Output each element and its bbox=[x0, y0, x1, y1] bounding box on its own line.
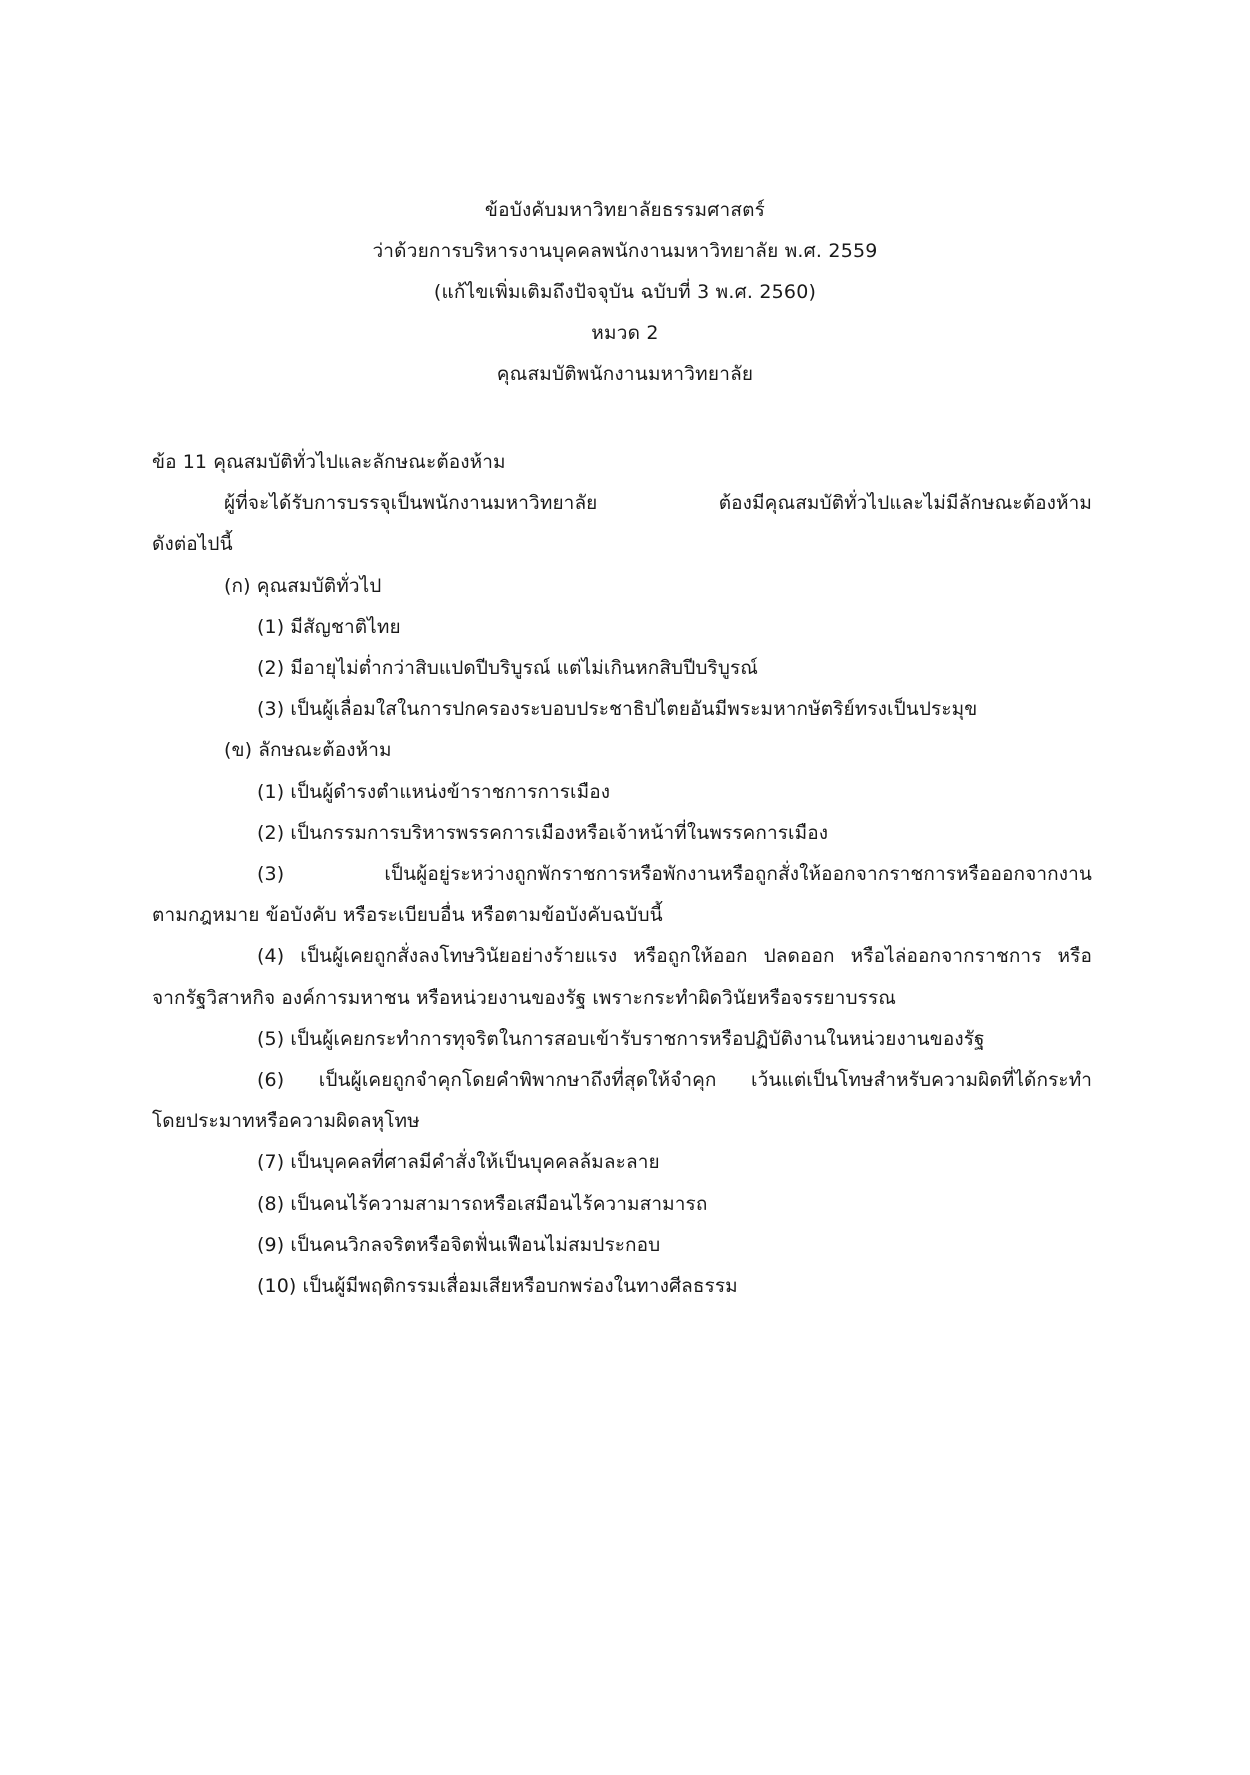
list-item: (10) เป็นผู้มีพฤติกรรมเสื่อมเสียหรือบกพร่องในทางศีลธรรม bbox=[257, 1275, 738, 1298]
clause-intro-line-2: ดังต่อไปนี้ bbox=[152, 533, 233, 556]
list-item: (2) มีอายุไม่ต่ำกว่าสิบแปดปีบริบูรณ์ แต่ไม่เกินหกสิบปีบริบูรณ์ bbox=[257, 657, 759, 680]
regulation-title: ข้อบังคับมหาวิทยาลัยธรรมศาสตร์ bbox=[484, 199, 766, 221]
list-item: (4) เป็นผู้เคยถูกสั่งลงโทษวินัยอย่างร้ายแรง หรือถูกให้ออก ปลดออก หรือไล่ออกจากราชการ หรือ bbox=[257, 945, 1092, 968]
list-item-continuation: โดยประมาทหรือความผิดลหุโทษ bbox=[152, 1110, 420, 1133]
list-item: (2) เป็นกรรมการบริหารพรรคการเมืองหรือเจ้าหน้าที่ในพรรคการเมือง bbox=[257, 821, 829, 844]
list-item: (6) เป็นผู้เคยถูกจำคุกโดยคำพิพากษาถึงที่สุดให้จำคุก เว้นแต่เป็นโทษสำหรับความผิดที่ได้กระทำ bbox=[257, 1069, 1092, 1092]
clause-intro-line-1: ผู้ที่จะได้รับการบรรจุเป็นพนักงานมหาวิทยาลัย ต้องมีคุณสมบัติทั่วไปและไม่มีลักษณะต้องห้าม bbox=[224, 492, 1092, 515]
section-b-heading: (ข) ลักษณะต้องห้าม bbox=[224, 739, 392, 762]
regulation-subject: ว่าด้วยการบริหารงานบุคคลพนักงานมหาวิทยาลัย พ.ศ. 2559 bbox=[372, 240, 878, 262]
list-item: (5) เป็นผู้เคยกระทำการทุจริตในการสอบเข้ารับราชการหรือปฏิบัติงานในหน่วยงานของรัฐ bbox=[257, 1027, 985, 1050]
clause-body bbox=[152, 442, 1092, 1307]
list-item: (8) เป็นคนไร้ความสามารถหรือเสมือนไร้ความสามารถ bbox=[257, 1192, 708, 1215]
chapter-number: หมวด 2 bbox=[591, 322, 659, 344]
list-item-continuation: ตามกฎหมาย ข้อบังคับ หรือระเบียบอื่น หรือตามข้อบังคับฉบับนี้ bbox=[152, 904, 663, 927]
list-item: (3) เป็นผู้อยู่ระหว่างถูกพักราชการหรือพักงานหรือถูกสั่งให้ออกจากราชการหรือออกจากงาน bbox=[257, 863, 1092, 886]
chapter-title: คุณสมบัติพนักงานมหาวิทยาลัย bbox=[496, 363, 754, 385]
title-block bbox=[0, 190, 1250, 395]
list-item: (7) เป็นบุคคลที่ศาลมีคำสั่งให้เป็นบุคคลล้มละลาย bbox=[257, 1151, 660, 1174]
list-item: (3) เป็นผู้เลื่อมใสในการปกครองระบอบประชาธิปไตยอันมีพระมหากษัตริย์ทรงเป็นประมุข bbox=[257, 698, 978, 721]
list-item: (1) เป็นผู้ดำรงตำแหน่งข้าราชการการเมือง bbox=[257, 780, 611, 803]
amendment-note: (แก้ไขเพิ่มเติมถึงปัจจุบัน ฉบับที่ 3 พ.ศ. 2560) bbox=[433, 281, 817, 303]
clause-heading: ข้อ 11 คุณสมบัติทั่วไปและลักษณะต้องห้าม bbox=[152, 451, 506, 473]
list-item-continuation: จากรัฐวิสาหกิจ องค์การมหาชน หรือหน่วยงานของรัฐ เพราะกระทำผิดวินัยหรือจรรยาบรรณ bbox=[152, 986, 896, 1009]
list-item: (9) เป็นคนวิกลจริตหรือจิตฟั่นเฟือนไม่สมประกอบ bbox=[257, 1233, 661, 1256]
list-item: (1) มีสัญชาติไทย bbox=[257, 615, 401, 638]
section-a-heading: (ก) คุณสมบัติทั่วไป bbox=[224, 574, 382, 597]
